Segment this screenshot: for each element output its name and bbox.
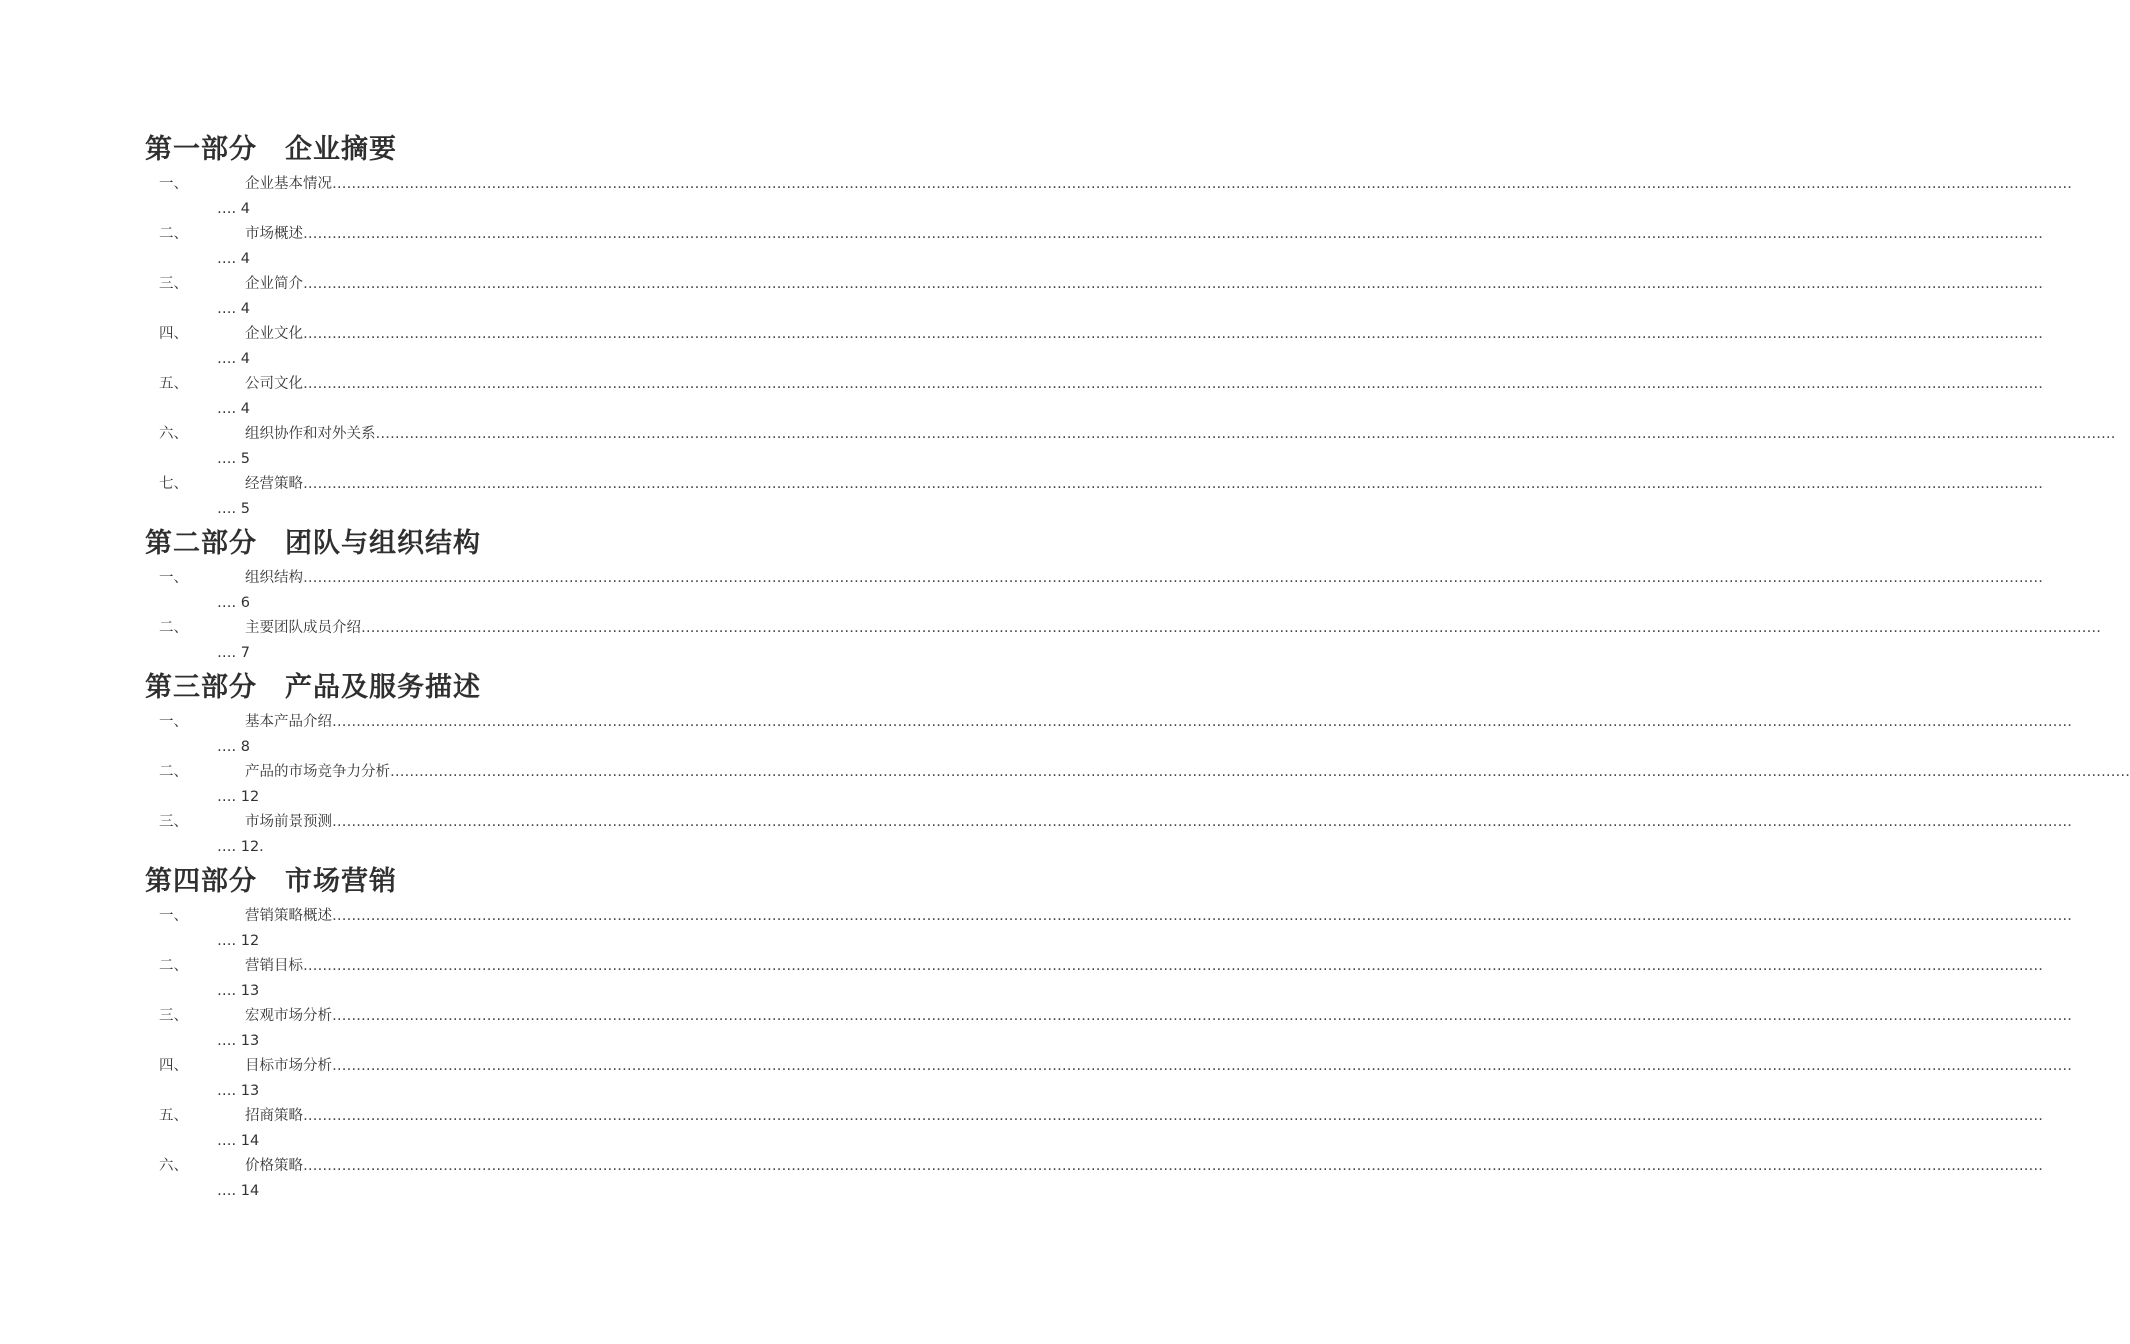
toc-entry-number: 五、 — [159, 1108, 188, 1124]
toc-entry[interactable] — [145, 422, 2116, 472]
toc-entry-page: …. 4 — [217, 301, 250, 317]
dot-leader: ……………………………………………………………………………………………………………………………………………………………………………………………………………………………………………………………………………………………………………………………… — [303, 476, 2043, 492]
toc-entry-text-wrap — [245, 710, 2072, 735]
toc-entry-text-wrap — [245, 222, 2043, 247]
toc-entry-line — [145, 322, 2043, 347]
toc-entry-title: 组织结构 — [245, 570, 303, 586]
section-title[interactable]: 第一部分 企业摘要 — [145, 134, 397, 165]
toc-entry-number: 一、 — [159, 570, 188, 586]
toc-entry-title: 价格策略 — [245, 1158, 303, 1174]
dot-leader: ……………………………………………………………………………………………………………………………………………………………………………………………………………………………………………………………………………………………………………………………… — [303, 226, 2043, 242]
dot-leader: ……………………………………………………………………………………………………………………………………………………………………………………………………………………………………………………………………………………………………………………………… — [332, 1008, 2072, 1024]
toc-section — [145, 522, 2101, 666]
toc-entry-number: 四、 — [159, 326, 188, 342]
toc-entry[interactable] — [145, 1054, 2072, 1104]
toc-entry-text-wrap — [245, 1154, 2043, 1179]
dot-leader: ……………………………………………………………………………………………………………………………………………………………………………………………………………………………………………………………………………………………………………………………… — [303, 1108, 2043, 1124]
toc-entry-number: 五、 — [159, 376, 188, 392]
dot-leader: ……………………………………………………………………………………………………………………………………………………………………………………………………………………………………………………………………………………………………………………………… — [303, 326, 2043, 342]
toc-entry-text-wrap — [245, 172, 2072, 197]
toc-entry-page: …. 12 — [217, 789, 260, 805]
toc-entry-title: 市场前景预测 — [245, 814, 332, 830]
toc-entry-number: 三、 — [159, 1008, 188, 1024]
toc-entry-text-wrap — [245, 1104, 2043, 1129]
toc-entry[interactable] — [145, 272, 2043, 322]
section-title[interactable]: 第四部分 市场营销 — [145, 866, 397, 897]
toc-entry-number: 七、 — [159, 476, 188, 492]
toc-entry-title: 营销目标 — [245, 958, 303, 974]
dot-leader: ……………………………………………………………………………………………………………………………………………………………………………………………………………………………………………………………………………………………………………………………… — [361, 620, 2101, 636]
toc-entry-title: 基本产品介绍 — [245, 714, 332, 730]
toc-entry-page: …. 14 — [217, 1183, 260, 1199]
toc-entry-text-wrap — [245, 566, 2043, 591]
toc-entry-page: …. 8 — [217, 739, 250, 755]
toc-entry[interactable] — [145, 472, 2043, 522]
toc-entry-page: …. 4 — [217, 201, 250, 217]
toc-entry-page: …. 4 — [217, 351, 250, 367]
toc-section — [145, 128, 2116, 522]
toc-entry[interactable] — [145, 1104, 2043, 1154]
toc-entry-number: 二、 — [159, 764, 188, 780]
toc-entry-number: 一、 — [159, 908, 188, 924]
dot-leader: ……………………………………………………………………………………………………………………………………………………………………………………………………………………………………………………………………………………………………………………………… — [332, 908, 2072, 924]
toc-entry-text-wrap — [245, 616, 2101, 641]
toc-entry-page: …. 13 — [217, 1033, 260, 1049]
toc-entry-line — [145, 1104, 2043, 1129]
toc-entry-line — [145, 616, 2101, 641]
toc-section — [145, 666, 2130, 860]
toc-entry-number: 一、 — [159, 714, 188, 730]
toc-entry[interactable] — [145, 222, 2043, 272]
toc-entry[interactable] — [145, 372, 2043, 422]
toc-entry-text-wrap — [245, 1054, 2072, 1079]
toc-entry-line — [145, 760, 2130, 785]
toc-entry[interactable] — [145, 322, 2043, 372]
toc-entry-page: …. 13 — [217, 1083, 260, 1099]
toc-entry-title: 企业文化 — [245, 326, 303, 342]
toc-entry-page: …. 5 — [217, 501, 250, 517]
toc-entry-line — [145, 810, 2072, 835]
toc-entry-line — [145, 710, 2072, 735]
toc-entry[interactable] — [145, 1004, 2072, 1054]
toc-entry[interactable] — [145, 760, 2130, 810]
toc-entry-number: 三、 — [159, 814, 188, 830]
toc-entry[interactable] — [145, 1154, 2043, 1204]
toc-entry-text-wrap — [245, 422, 2116, 447]
dot-leader: ……………………………………………………………………………………………………………………………………………………………………………………………………………………………………………………………………………………………………………………………… — [332, 1058, 2072, 1074]
toc-entry-title: 招商策略 — [245, 1108, 303, 1124]
dot-leader: ……………………………………………………………………………………………………………………………………………………………………………………………………………………………………………………………………………………………………………………………… — [303, 958, 2043, 974]
toc-entry-line — [145, 272, 2043, 297]
toc-entry-page: …. 4 — [217, 401, 250, 417]
section-title[interactable]: 第二部分 团队与组织结构 — [145, 528, 481, 559]
toc-entry-number: 三、 — [159, 276, 188, 292]
toc-entry-page: …. 14 — [217, 1133, 260, 1149]
toc-entry-title: 公司文化 — [245, 376, 303, 392]
toc-entry-page: …. 7 — [217, 645, 250, 661]
toc-entry-text-wrap — [245, 272, 2043, 297]
toc-entry-title: 企业基本情况 — [245, 176, 332, 192]
toc-entry-number: 六、 — [159, 426, 188, 442]
toc-entry-line — [145, 472, 2043, 497]
toc-entry-text-wrap — [245, 372, 2043, 397]
toc-entry-number: 二、 — [159, 620, 188, 636]
toc-entry-title: 主要团队成员介绍 — [245, 620, 361, 636]
toc-entry-line — [145, 422, 2116, 447]
dot-leader: ……………………………………………………………………………………………………………………………………………………………………………………………………………………………………………………………………………………………………………………………… — [375, 426, 2116, 442]
toc-entry[interactable] — [145, 954, 2043, 1004]
toc-section — [145, 860, 2072, 1204]
toc-entry[interactable] — [145, 710, 2072, 760]
toc-entry-number: 一、 — [159, 176, 188, 192]
dot-leader: ……………………………………………………………………………………………………………………………………………………………………………………………………………………………………………………………………………………………………………………………… — [303, 376, 2043, 392]
toc-entry-page: …. 5 — [217, 451, 250, 467]
toc-entry-title: 宏观市场分析 — [245, 1008, 332, 1024]
toc-entry-text-wrap — [245, 954, 2043, 979]
dot-leader: ……………………………………………………………………………………………………………………………………………………………………………………………………………………………………………………………………………………………………………………………… — [332, 714, 2072, 730]
toc-entry-number: 二、 — [159, 958, 188, 974]
toc-entry-title: 营销策略概述 — [245, 908, 332, 924]
toc-entry-number: 六、 — [159, 1158, 188, 1174]
toc-entry-text-wrap — [245, 322, 2043, 347]
toc-entry-title: 产品的市场竞争力分析 — [245, 764, 390, 780]
toc-entry-title: 组织协作和对外关系 — [245, 426, 376, 442]
toc-entry-number: 四、 — [159, 1058, 188, 1074]
toc-entry-page: …. 13 — [217, 983, 260, 999]
toc-entry[interactable] — [145, 616, 2101, 666]
dot-leader: ……………………………………………………………………………………………………………………………………………………………………………………………………………………………………………………………………………………………………………………………… — [303, 276, 2043, 292]
toc-entry-text-wrap — [245, 810, 2072, 835]
toc-entry-line — [145, 954, 2043, 979]
toc-entry-page: …. 12 — [217, 933, 260, 949]
toc-entry-line — [145, 372, 2043, 397]
toc-entry-title: 企业简介 — [245, 276, 303, 292]
toc-entry-number: 二、 — [159, 226, 188, 242]
toc-entry-page: …. 4 — [217, 251, 250, 267]
toc-entry-line — [145, 222, 2043, 247]
toc-entry-page: …. 6 — [217, 595, 250, 611]
toc-entry-title: 市场概述 — [245, 226, 303, 242]
dot-leader: ……………………………………………………………………………………………………………………………………………………………………………………………………………………………………………………………………………………………………………………………… — [332, 814, 2072, 830]
toc-entry-line — [145, 1054, 2072, 1079]
toc-entry-line — [145, 1154, 2043, 1179]
dot-leader: ……………………………………………………………………………………………………………………………………………………………………………………………………………………………………………………………………………………………………………………………… — [390, 764, 2130, 780]
toc-entry[interactable] — [145, 566, 2043, 616]
toc-entry-line — [145, 904, 2072, 929]
toc-entry-text-wrap — [245, 904, 2072, 929]
section-title[interactable]: 第三部分 产品及服务描述 — [145, 672, 481, 703]
dot-leader: ……………………………………………………………………………………………………………………………………………………………………………………………………………………………………………………………………………………………………………………………… — [303, 570, 2043, 586]
toc-entry-page: …. 12. — [217, 839, 264, 855]
toc-entry-text-wrap — [245, 1004, 2072, 1029]
toc-entry[interactable] — [145, 810, 2072, 860]
toc-entry-line — [145, 172, 2072, 197]
table-of-contents — [145, 128, 2130, 1204]
toc-entry[interactable] — [145, 172, 2072, 222]
toc-entry-line — [145, 1004, 2072, 1029]
toc-entry[interactable] — [145, 904, 2072, 954]
toc-entry-title: 经营策略 — [245, 476, 303, 492]
dot-leader: ……………………………………………………………………………………………………………………………………………………………………………………………………………………………………………………………………………………………………………………………… — [303, 1158, 2043, 1174]
toc-entry-text-wrap — [245, 472, 2043, 497]
dot-leader: ……………………………………………………………………………………………………………………………………………………………………………………………………………………………………………………………………………………………………………………………… — [332, 176, 2072, 192]
toc-entry-text-wrap — [245, 760, 2130, 785]
toc-entry-title: 目标市场分析 — [245, 1058, 332, 1074]
toc-entry-line — [145, 566, 2043, 591]
